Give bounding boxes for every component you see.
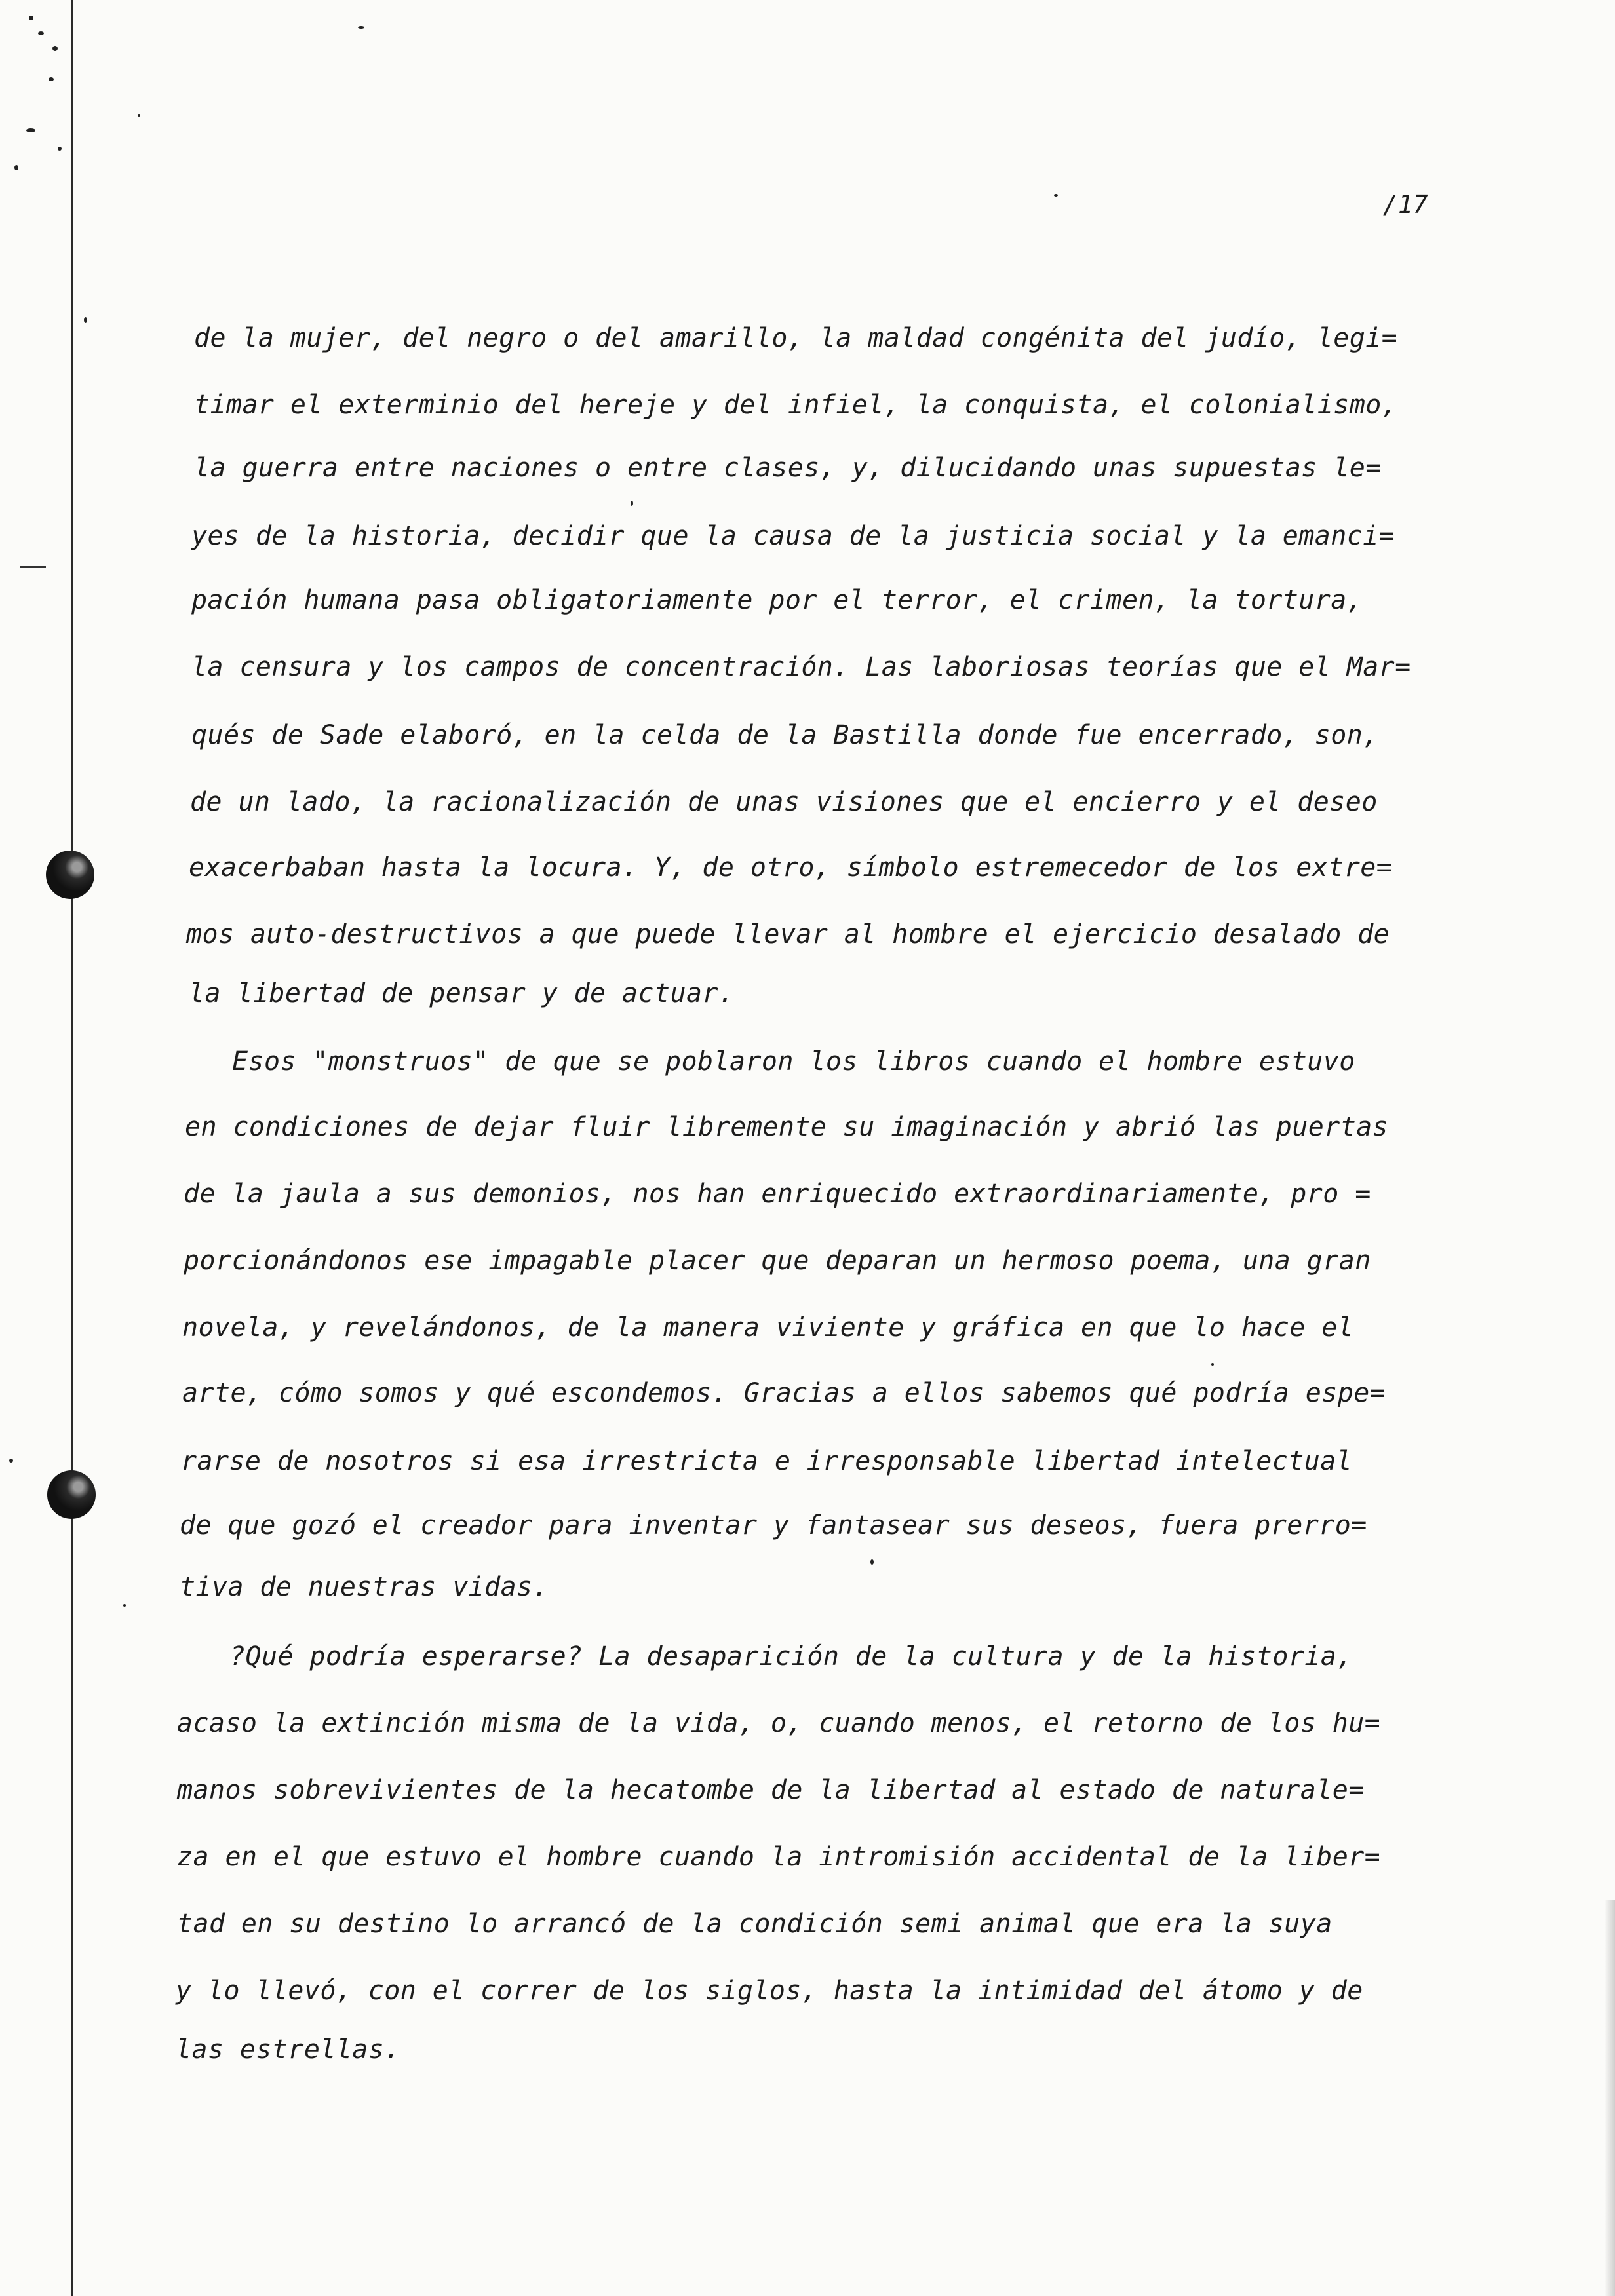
text-line: en condiciones de dejar fluir libremente su imaginación y abrió las puertas xyxy=(185,1112,1389,1142)
text-line: acaso la extinción misma de la vida, o, cuando menos, el retorno de los hu= xyxy=(177,1708,1381,1738)
text-line: manos sobrevivientes de la hecatombe de la libertad al estado de naturale= xyxy=(177,1775,1365,1805)
text-line: za en el que estuvo el hombre cuando la intromisión accidental de la liber= xyxy=(177,1842,1381,1872)
text-line: las estrellas. xyxy=(176,2035,400,2065)
text-line: de un lado, la racionalización de unas visiones que el encierro y el deseo xyxy=(190,787,1378,817)
text-line: porcionándonos ese impagable placer que deparan un hermoso poema, una gran xyxy=(184,1246,1371,1276)
text-line: novela, y revelándonos, de la manera viviente y gráfica en que lo hace el xyxy=(182,1312,1354,1343)
text-line: tiva de nuestras vidas. xyxy=(180,1572,549,1602)
text-line: timar el exterminio del hereje y del infiel, la conquista, el colonialismo, xyxy=(194,390,1398,420)
text-line: la censura y los campos de concentración. Las laboriosas teorías que el Mar= xyxy=(191,652,1411,682)
text-line: Esos "monstruos" de que se poblaron los libros cuando el hombre estuvo xyxy=(232,1046,1355,1077)
text-line: exacerbaban hasta la locura. Y, de otro, símbolo estremecedor de los extre= xyxy=(189,852,1393,883)
page-number: /17 xyxy=(1383,190,1428,219)
text-line: yes de la historia, decidir que la causa de la justicia social y la emanci= xyxy=(191,521,1395,551)
text-line: y lo llevó, con el correr de los siglos, hasta la intimidad del átomo y de xyxy=(176,1976,1363,2006)
text-line: mos auto-destructivos a que puede llevar al hombre el ejercicio desalado de xyxy=(186,919,1390,949)
text-line: rarse de nosotros si esa irrestricta e irresponsable libertad intelectual xyxy=(181,1446,1353,1476)
text-line: la guerra entre naciones o entre clases, y, dilucidando unas supuestas le= xyxy=(194,453,1382,483)
text-line: arte, cómo somos y qué escondemos. Gracias a ellos sabemos qué podría espe= xyxy=(182,1378,1386,1408)
text-line: pación humana pasa obligatoriamente por el terror, el crimen, la tortura, xyxy=(191,585,1363,615)
text-line: de la jaula a sus demonios, nos han enriquecido extraordinariamente, pro = xyxy=(184,1179,1371,1209)
text-line: de que gozó el creador para inventar y fantasear sus deseos, fuera prerro= xyxy=(180,1510,1367,1540)
text-line: la libertad de pensar y de actuar. xyxy=(189,978,735,1008)
text-line: ?Qué podría esperarse? La desaparición de la cultura y de la historia, xyxy=(229,1641,1353,1672)
text-line: qués de Sade elaboró, en la celda de la Bastilla donde fue encerrado, son, xyxy=(191,720,1379,750)
text-line: tad en su destino lo arrancó de la condición semi animal que era la suya xyxy=(177,1909,1333,1939)
text-line: de la mujer, del negro o del amarillo, la maldad congénita del judío, legi= xyxy=(194,323,1398,353)
